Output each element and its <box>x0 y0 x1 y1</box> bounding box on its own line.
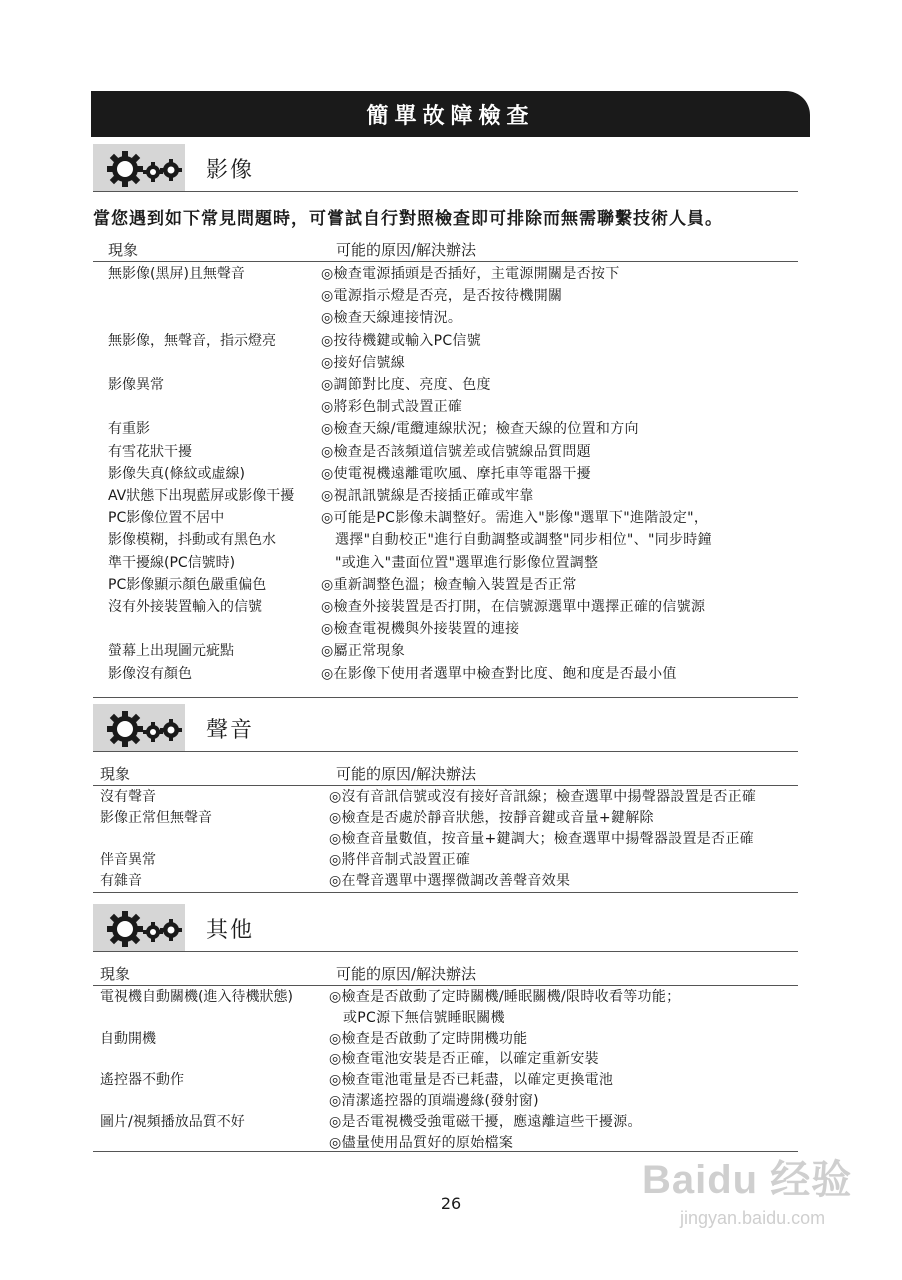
table-row <box>93 850 833 871</box>
table-row <box>93 374 833 396</box>
col-symptom: 現象 <box>100 965 131 983</box>
table-header <box>93 238 798 262</box>
solution-cell: ◎視訊訊號線是否接插正確或牢靠 <box>321 488 534 505</box>
watermark <box>636 1148 866 1248</box>
table-row <box>93 307 833 329</box>
table-row <box>93 640 833 662</box>
solution-cell: ◎可能是PC影像未調整好。需進入"影像"選單下"進階設定"， <box>321 510 709 527</box>
intro-text: 當您遇到如下常見問題時，可嘗試自行對照檢查即可排除而無需聯繫技術人員。 <box>93 209 723 229</box>
solution-cell: ◎儘量使用品質好的原始檔案 <box>329 1134 514 1151</box>
symptom-cell: 無影像，無聲音，指示燈亮 <box>108 332 276 349</box>
solution-cell: 選擇"自動校正"進行自動調整或調整"同步相位"、"同步時鐘 <box>335 532 712 549</box>
table-row <box>93 418 833 440</box>
symptom-cell: PC影像位置不居中 <box>108 510 225 527</box>
solution-cell: ◎調節對比度、亮度、色度 <box>321 377 491 394</box>
symptom-cell: 圖片/視頻播放品質不好 <box>100 1113 245 1130</box>
col-symptom: 現象 <box>108 241 139 259</box>
solution-cell: ◎檢查電視機與外接裝置的連接 <box>321 621 520 638</box>
solution-cell: ◎檢查是否該頻道信號差或信號線品質問題 <box>321 443 591 460</box>
solution-cell: ◎使電視機遠離電吹風、摩托車等電器干擾 <box>321 465 591 482</box>
table-row <box>93 663 833 685</box>
symptom-cell <box>93 396 321 418</box>
watermark-url: jingyan.baidu.com <box>680 1208 826 1228</box>
table-body <box>93 787 833 892</box>
symptom-cell: PC影像顯示顏色嚴重偏色 <box>108 576 267 593</box>
symptom-cell: 自動開機 <box>100 1030 156 1047</box>
table-header <box>93 762 798 786</box>
divider <box>93 892 798 893</box>
table-body <box>93 263 833 685</box>
solution-cell: ◎檢查外接裝置是否打開，在信號源選單中選擇正確的信號源 <box>321 599 706 616</box>
table-row <box>93 463 833 485</box>
solution-cell: ◎接好信號線 <box>321 354 406 371</box>
symptom-cell: 無影像(黑屏)且無聲音 <box>108 266 245 282</box>
solution-cell: ◎檢查是否啟動了定時關機/睡眠關機/限時收看等功能； <box>329 989 681 1005</box>
symptom-cell <box>93 829 329 850</box>
table-row <box>93 787 833 808</box>
divider <box>93 951 798 952</box>
table-row <box>93 396 833 418</box>
symptom-cell <box>93 307 321 329</box>
symptom-cell: 有雪花狀干擾 <box>108 443 192 460</box>
table-row <box>93 618 833 640</box>
symptom-cell <box>93 285 321 307</box>
solution-cell: ◎檢查是否處於靜音狀態，按靜音鍵或音量+鍵解除 <box>329 810 654 826</box>
symptom-cell: 沒有外接裝置輸入的信號 <box>108 599 262 616</box>
gears-icon <box>105 910 183 948</box>
solution-cell: ◎將彩色制式設置正確 <box>321 399 463 416</box>
solution-cell: ◎檢查電池電量是否已耗盡，以確定更換電池 <box>329 1072 614 1089</box>
table-row <box>93 574 833 596</box>
symptom-cell <box>93 352 321 374</box>
divider <box>93 191 798 192</box>
symptom-cell: 準干擾線(PC信號時) <box>108 554 236 571</box>
table-row <box>93 987 833 1008</box>
section-title: 其他 <box>206 918 255 943</box>
table-row <box>93 808 833 829</box>
symptom-cell: 影像正常但無聲音 <box>100 810 212 826</box>
table-row <box>93 552 833 574</box>
symptom-cell: 螢幕上出現圖元疵點 <box>108 643 234 660</box>
symptom-cell <box>93 1008 329 1029</box>
table-row <box>93 1049 833 1070</box>
solution-cell: ◎屬正常現象 <box>321 643 406 660</box>
table-row <box>93 263 833 285</box>
symptom-cell <box>93 1091 329 1112</box>
page-title-bar <box>91 91 810 137</box>
table-row <box>93 330 833 352</box>
col-cause: 可能的原因/解決辦法 <box>336 765 477 783</box>
table-row <box>93 1112 833 1133</box>
solution-cell: ◎電源指示燈是否亮，是否按待機開關 <box>321 288 563 305</box>
symptom-cell <box>93 1049 329 1070</box>
symptom-cell: 影像異常 <box>108 377 164 394</box>
symptom-cell: 有重影 <box>108 421 150 438</box>
section-title: 聲音 <box>206 718 255 743</box>
col-cause: 可能的原因/解決辦法 <box>336 241 477 259</box>
solution-cell: ◎沒有音訊信號或沒有接好音訊線；檢查選單中揚聲器設置是否正確 <box>329 789 757 805</box>
section-header-sound <box>93 704 798 752</box>
table-row <box>93 285 833 307</box>
solution-cell: ◎是否電視機受強電磁干擾，應遠離這些干擾源。 <box>329 1113 642 1130</box>
solution-cell: ◎檢查電池安裝是否正確，以確定重新安裝 <box>329 1051 599 1068</box>
divider <box>93 697 798 698</box>
table-row <box>93 507 833 529</box>
table-row <box>93 529 833 551</box>
symptom-cell <box>93 618 321 640</box>
symptom-cell: 電視機自動關機(進入待機狀態) <box>100 989 293 1005</box>
symptom-cell: 遙控器不動作 <box>100 1072 184 1089</box>
col-symptom: 現象 <box>100 765 131 783</box>
col-cause: 可能的原因/解決辦法 <box>336 965 477 983</box>
table-row <box>93 1091 833 1112</box>
table-row <box>93 485 833 507</box>
symptom-cell: 有雜音 <box>100 873 142 889</box>
solution-cell: ◎清潔遙控器的頂端邊緣(發射窗) <box>329 1092 539 1109</box>
section-title: 影像 <box>206 158 255 183</box>
table-row <box>93 1070 833 1091</box>
symptom-cell: 沒有聲音 <box>100 789 156 805</box>
solution-cell: "或進入"畫面位置"選單進行影像位置調整 <box>335 554 599 571</box>
solution-cell: ◎檢查天線/電纜連線狀況；檢查天線的位置和方向 <box>321 421 639 438</box>
solution-cell: 或PC源下無信號睡眠關機 <box>343 1009 505 1026</box>
solution-cell: ◎檢查是否啟動了定時開機功能 <box>329 1030 528 1047</box>
solution-cell: ◎檢查音量數值，按音量+鍵調大；檢查選單中揚聲器設置是否正確 <box>329 831 754 847</box>
table-row <box>93 441 833 463</box>
symptom-cell: 影像沒有顏色 <box>108 665 192 682</box>
solution-cell: ◎按待機鍵或輸入PC信號 <box>321 332 482 349</box>
gears-icon <box>105 150 183 188</box>
symptom-cell: AV狀態下出現藍屏或影像干擾 <box>108 488 295 505</box>
table-row <box>93 829 833 850</box>
table-row <box>93 871 833 892</box>
symptom-cell: 影像模糊，抖動或有黑色水 <box>108 532 276 549</box>
solution-cell: ◎將伴音制式設置正確 <box>329 852 471 868</box>
divider <box>93 751 798 752</box>
solution-cell: ◎檢查電源插頭是否插好，主電源開關是否按下 <box>321 266 620 282</box>
watermark-brand: Baidu 经验 <box>642 1158 853 1202</box>
page-title: 簡單故障檢查 <box>366 103 535 129</box>
table-row <box>93 1008 833 1029</box>
solution-cell: ◎在影像下使用者選單中檢查對比度、飽和度是否最小值 <box>321 665 677 682</box>
solution-cell: ◎在聲音選單中選擇微調改善聲音效果 <box>329 873 571 889</box>
table-header <box>93 962 798 986</box>
table-row <box>93 596 833 618</box>
table-row <box>93 1029 833 1050</box>
table-body <box>93 987 833 1153</box>
section-header-other <box>93 904 798 952</box>
solution-cell: ◎檢查天線連接情況。 <box>321 310 463 327</box>
symptom-cell: 影像失真(條紋或虛線) <box>108 465 245 482</box>
symptom-cell: 伴音異常 <box>100 852 156 868</box>
gears-icon <box>105 710 183 748</box>
section-header-image <box>93 144 798 192</box>
page-number: 26 <box>440 1194 462 1213</box>
solution-cell: ◎重新調整色溫；檢查輸入裝置是否正常 <box>321 576 577 593</box>
table-row <box>93 352 833 374</box>
